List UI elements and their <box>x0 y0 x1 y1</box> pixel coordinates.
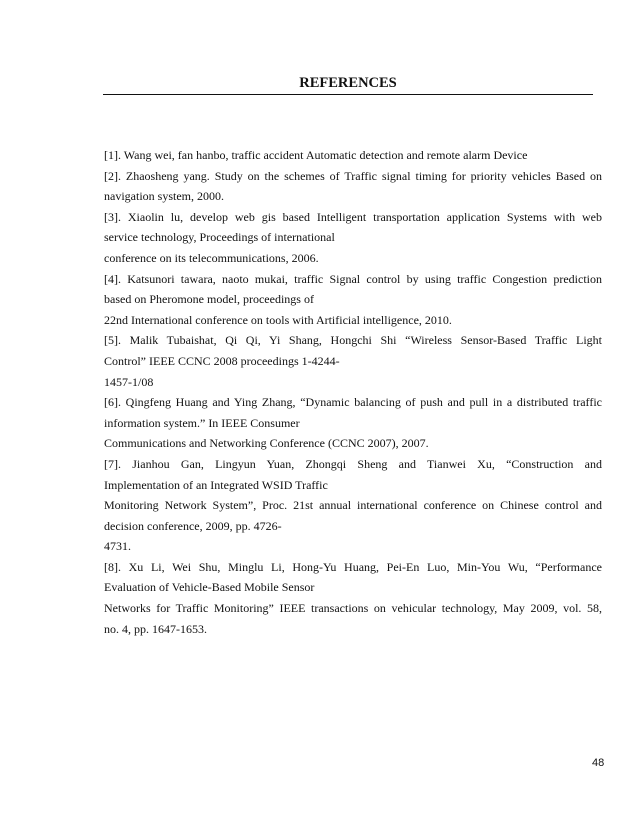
reference-line: Control” IEEE CCNC 2008 proceedings 1-4244- <box>104 353 340 368</box>
reference-line: [3]. Xiaolin lu, develop web gis based Intelligent transportation application Systems with web <box>104 209 602 224</box>
reference-line: Monitoring Network System”, Proc. 21st annual international conference on Chinese control and <box>104 498 602 513</box>
references-heading: REFERENCES <box>103 72 593 95</box>
reference-line: service technology, Proceedings of international <box>104 230 335 245</box>
reference-line: 22nd International conference on tools with Artificial intelligence, 2010. <box>104 312 452 327</box>
reference-line: Networks for Traffic Monitoring” IEEE transactions on vehicular technology, May 2009, vol. 58, <box>104 601 602 616</box>
reference-line: Implementation of an Integrated WSID Traffic <box>104 477 328 492</box>
reference-line: based on Pheromone model, proceedings of <box>104 292 314 307</box>
reference-line: conference on its telecommunications, 2006. <box>104 250 319 265</box>
reference-line: [6]. Qingfeng Huang and Ying Zhang, “Dynamic balancing of push and pull in a distributed traffic <box>104 395 602 410</box>
reference-line: Evaluation of Vehicle-Based Mobile Sensor <box>104 580 315 595</box>
reference-line: 4731. <box>104 539 131 554</box>
reference-line: [8]. Xu Li, Wei Shu, Minglu Li, Hong-Yu Huang, Pei-En Luo, Min-You Wu, “Performance <box>104 559 602 574</box>
reference-line: [1]. Wang wei, fan hanbo, traffic accident Automatic detection and remote alarm Device <box>104 148 528 162</box>
page-number: 48 <box>592 757 605 769</box>
reference-line: no. 4, pp. 1647-1653. <box>104 621 207 636</box>
reference-line: navigation system, 2000. <box>104 189 224 204</box>
reference-line: [7]. Jianhou Gan, Lingyun Yuan, Zhongqi Sheng and Tianwei Xu, “Construction and <box>104 456 602 471</box>
reference-line: [5]. Malik Tubaishat, Qi Qi, Yi Shang, Hongchi Shi “Wireless Sensor-Based Traffic Light <box>104 333 602 348</box>
reference-line: [2]. Zhaosheng yang. Study on the schemes of Traffic signal timing for priority vehicles Based on <box>104 168 602 183</box>
reference-line: 1457-1/08 <box>104 374 154 389</box>
reference-line: Communications and Networking Conference (CCNC 2007), 2007. <box>104 436 429 451</box>
reference-line: decision conference, 2009, pp. 4726- <box>104 518 282 533</box>
reference-line: [4]. Katsunori tawara, naoto mukai, traffic Signal control by using traffic Congestion prediction <box>104 271 602 286</box>
reference-list <box>104 145 602 639</box>
reference-line: information system.” In IEEE Consumer <box>104 415 300 430</box>
